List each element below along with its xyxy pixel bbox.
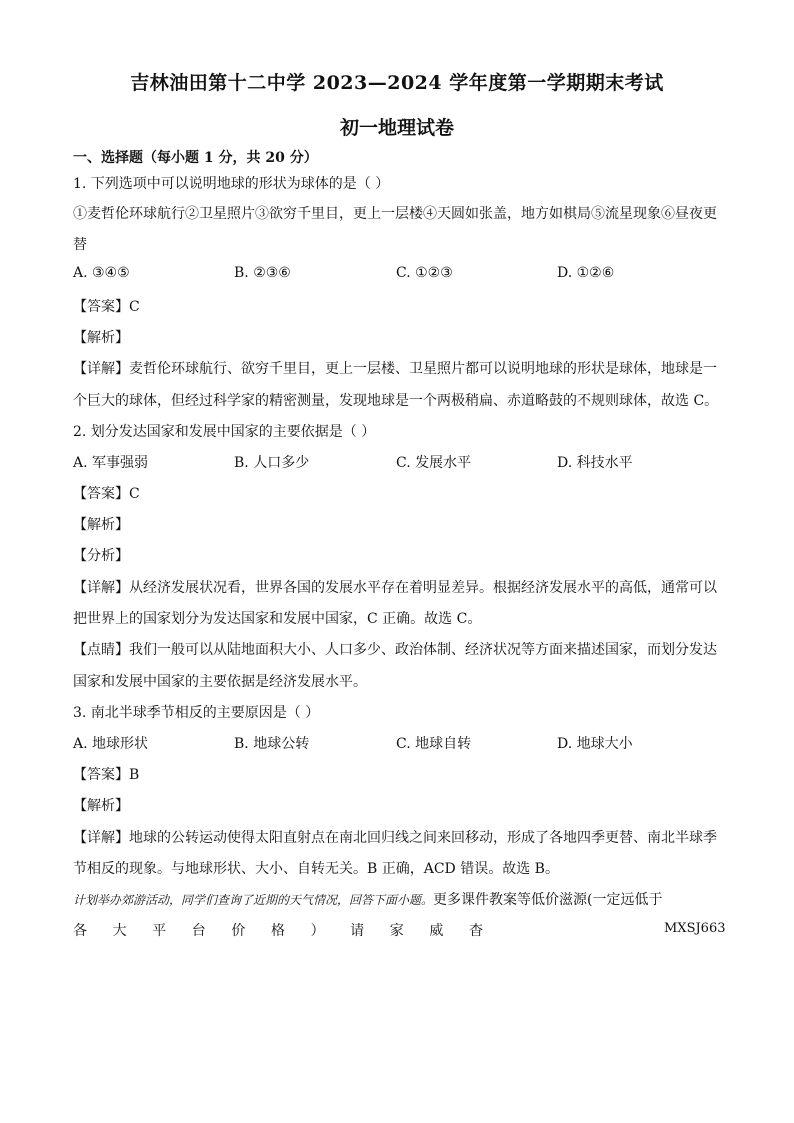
spread-char: 各: [73, 923, 87, 939]
q2-point-line2: 国家和发展中国家的主要依据是经济发展水平。: [73, 674, 367, 690]
spread-char: 台: [191, 923, 206, 939]
q2-point-line1: 【点睛】我们一般可以从陆地面积大小、人口多少、政治体制、经济状况等方面来描述国家，而划分发达: [73, 642, 717, 658]
exam-title: 吉林油田第十二中学 2023—2024 学年度第一学期期末考试: [130, 72, 664, 94]
q2-detail-line1: 【详解】从经济发展状况看，世界各国的发展水平存在着明显差异。根据经济发展水平的高低，通常可以: [73, 580, 717, 596]
spread-char: 格: [270, 923, 285, 939]
q3-option-d: D. 地球大小: [557, 736, 633, 752]
q2-answer: 【答案】C: [73, 486, 140, 502]
q1-detail-line1: 【详解】麦哲伦环球航行、欲穷千里目，更上一层楼、卫星照片都可以说明地球的形状是球体，地球是一: [73, 361, 717, 377]
q2-option-d: D. 科技水平: [557, 455, 633, 471]
spread-char: 请: [350, 923, 365, 939]
q1-stem: 1. 下列选项中可以说明地球的形状为球体的是（ ）: [73, 176, 390, 192]
footer-spread-text: [73, 920, 483, 940]
q3-detail-line2: 节相反的现象。与地球形状、大小、自转无关。B 正确，ACD 错误。故选 B。: [73, 861, 559, 877]
q1-analysis: 【解析】: [73, 330, 129, 346]
q2-option-a: A. 军事强弱: [73, 455, 149, 471]
q2-detail-line2: 把世界上的国家划分为发达国家和发展中国家，C 正确。故选 C。: [73, 611, 482, 627]
q3-option-c: C. 地球自转: [396, 736, 472, 752]
exam-subtitle: 初一地理试卷: [339, 117, 454, 139]
q2-option-c: C. 发展水平: [396, 455, 472, 471]
footer-code: MXSJ663: [664, 921, 726, 936]
q3-option-a: A. 地球形状: [73, 736, 149, 752]
q2-fenxi: 【分析】: [73, 548, 129, 564]
q1-detail-line2: 个巨大的球体，但经过科学家的精密测量，发现地球是一个两极稍扁、赤道略鼓的不规则球体，故选 C。: [73, 393, 719, 409]
spread-char: 威: [429, 923, 444, 939]
q1-option-b: B. ②③⑥: [234, 265, 291, 281]
spread-char: 平: [152, 923, 167, 939]
spread-char: 杳: [468, 923, 483, 939]
q3-answer: 【答案】B: [73, 767, 140, 783]
q2-analysis: 【解析】: [73, 517, 129, 533]
spread-char: ）: [310, 923, 325, 939]
q1-answer: 【答案】C: [73, 299, 140, 315]
q1-option-d: D. ①②⑥: [557, 265, 615, 281]
q3-stem: 3. 南北半球季节相反的主要原因是（ ）: [73, 705, 320, 721]
q1-items-line1: ①麦哲伦环球航行②卫星照片③欲穷千里目，更上一层楼④天圆如张盖，地方如棋局⑤流星现象⑥昼夜更: [73, 206, 717, 222]
q3-detail-line1: 【详解】地球的公转运动使得太阳直射点在南北回归线之间来回移动，形成了各地四季更替、南北半球季: [73, 830, 717, 846]
spread-char: 大: [112, 923, 127, 939]
q1-option-a: A. ③④⑤: [73, 265, 130, 281]
q3-option-b: B. 地球公转: [234, 736, 310, 752]
q3-analysis: 【解析】: [73, 798, 129, 814]
q1-items-line2: 替: [73, 237, 87, 253]
q1-option-c: C. ①②③: [396, 265, 453, 281]
section-heading: 一、选择题（每小题 1 分，共 20 分）: [73, 150, 318, 166]
footer-line: [73, 889, 662, 909]
spread-char: 家: [389, 923, 404, 939]
spread-char: 价: [231, 923, 246, 939]
footer-ad-text: 更多课件教案等低价滋源(一定远低于: [433, 892, 663, 908]
q2-option-b: B. 人口多少: [234, 455, 310, 471]
q2-stem: 2. 划分发达国家和发展中国家的主要依据是（ ）: [73, 424, 376, 440]
footer-intro: 计划举办郊游活动，同学们查询了近期的天气情况，回答下面小题。: [73, 893, 434, 907]
